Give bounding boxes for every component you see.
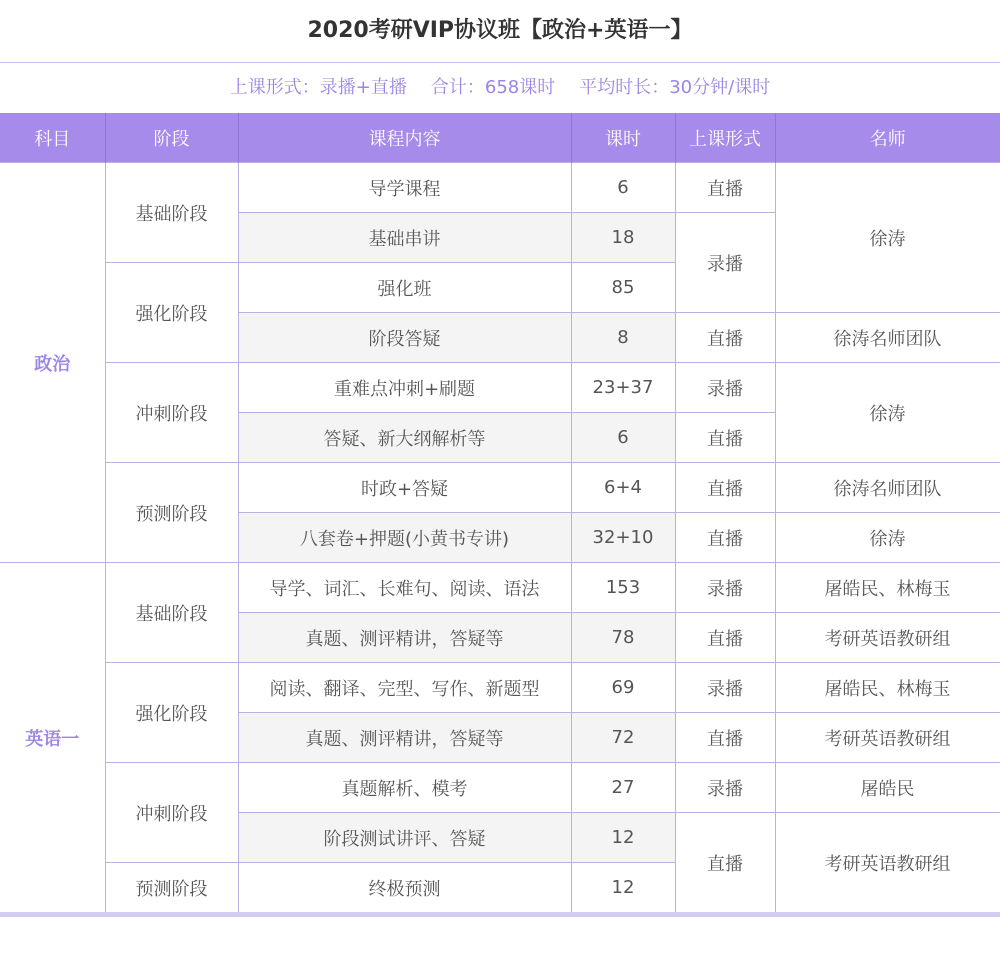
content-cell: 基础串讲 bbox=[238, 213, 571, 263]
hours-cell: 85 bbox=[571, 263, 675, 313]
stage-cell: 冲刺阶段 bbox=[105, 363, 238, 463]
content-cell: 真题、测评精讲，答疑等 bbox=[238, 613, 571, 663]
bottom-border bbox=[0, 912, 1000, 917]
header-content: 课程内容 bbox=[238, 113, 571, 163]
content-cell: 阅读、翻译、完型、写作、新题型 bbox=[238, 663, 571, 713]
hours-cell: 6 bbox=[571, 163, 675, 213]
mode-cell: 直播 bbox=[675, 163, 775, 213]
mode-cell: 直播 bbox=[675, 463, 775, 513]
mode-cell: 直播 bbox=[675, 313, 775, 363]
header-teacher: 名师 bbox=[775, 113, 1000, 163]
course-summary bbox=[0, 64, 1000, 112]
table-row bbox=[0, 563, 1000, 613]
table-row bbox=[0, 363, 1000, 413]
table-row bbox=[0, 163, 1000, 213]
teacher-cell: 考研英语教研组 bbox=[775, 813, 1000, 913]
subject-cell: 英语一 bbox=[0, 563, 105, 913]
mode-cell: 录播 bbox=[675, 563, 775, 613]
mode-cell: 直播 bbox=[675, 513, 775, 563]
teacher-cell: 徐涛名师团队 bbox=[775, 313, 1000, 363]
hours-cell: 32+10 bbox=[571, 513, 675, 563]
mode-cell: 直播 bbox=[675, 813, 775, 913]
header-stage: 阶段 bbox=[105, 113, 238, 163]
mode-cell: 直播 bbox=[675, 613, 775, 663]
stage-cell: 强化阶段 bbox=[105, 663, 238, 763]
hours-cell: 72 bbox=[571, 713, 675, 763]
mode-cell: 录播 bbox=[675, 763, 775, 813]
teacher-cell: 屠皓民、林梅玉 bbox=[775, 563, 1000, 613]
mode-cell: 录播 bbox=[675, 663, 775, 713]
header-hours: 课时 bbox=[571, 113, 675, 163]
teacher-cell: 考研英语教研组 bbox=[775, 613, 1000, 663]
content-cell: 导学课程 bbox=[238, 163, 571, 213]
summary-avg: 平均时长：30分钟/课时 bbox=[579, 77, 771, 98]
teacher-cell: 徐涛 bbox=[775, 163, 1000, 313]
content-cell: 强化班 bbox=[238, 263, 571, 313]
stage-cell: 强化阶段 bbox=[105, 263, 238, 363]
hours-cell: 23+37 bbox=[571, 363, 675, 413]
content-cell: 八套卷+押题(小黄书专讲) bbox=[238, 513, 571, 563]
teacher-cell: 徐涛名师团队 bbox=[775, 463, 1000, 513]
hours-cell: 69 bbox=[571, 663, 675, 713]
mode-cell: 录播 bbox=[675, 363, 775, 413]
table-row bbox=[0, 763, 1000, 813]
teacher-cell: 徐涛 bbox=[775, 363, 1000, 463]
hours-cell: 12 bbox=[571, 863, 675, 913]
stage-cell: 冲刺阶段 bbox=[105, 763, 238, 863]
hours-cell: 6+4 bbox=[571, 463, 675, 513]
header-mode: 上课形式 bbox=[675, 113, 775, 163]
content-cell: 阶段答疑 bbox=[238, 313, 571, 363]
content-cell: 真题、测评精讲，答疑等 bbox=[238, 713, 571, 763]
page-title: 2020考研VIP协议班【政治+英语一】 bbox=[307, 18, 693, 43]
teacher-cell: 屠皓民 bbox=[775, 763, 1000, 813]
table-row bbox=[0, 663, 1000, 713]
mode-cell: 直播 bbox=[675, 413, 775, 463]
hours-cell: 27 bbox=[571, 763, 675, 813]
course-table bbox=[0, 113, 1000, 913]
divider bbox=[0, 62, 1000, 63]
content-cell: 重难点冲刺+刷题 bbox=[238, 363, 571, 413]
content-cell: 答疑、新大纲解析等 bbox=[238, 413, 571, 463]
teacher-cell: 考研英语教研组 bbox=[775, 713, 1000, 763]
content-cell: 时政+答疑 bbox=[238, 463, 571, 513]
content-cell: 真题解析、模考 bbox=[238, 763, 571, 813]
summary-total: 合计：658课时 bbox=[430, 77, 556, 98]
hours-cell: 6 bbox=[571, 413, 675, 463]
teacher-cell: 徐涛 bbox=[775, 513, 1000, 563]
hours-cell: 12 bbox=[571, 813, 675, 863]
subject-cell: 政治 bbox=[0, 163, 105, 563]
content-cell: 导学、词汇、长难句、阅读、语法 bbox=[238, 563, 571, 613]
hours-cell: 78 bbox=[571, 613, 675, 663]
header-subject: 科目 bbox=[0, 113, 105, 163]
hours-cell: 8 bbox=[571, 313, 675, 363]
content-cell: 阶段测试讲评、答疑 bbox=[238, 813, 571, 863]
stage-cell: 预测阶段 bbox=[105, 863, 238, 913]
table-header-row bbox=[0, 113, 1000, 163]
mode-cell: 直播 bbox=[675, 713, 775, 763]
table-row bbox=[0, 463, 1000, 513]
summary-mode: 上课形式：录播+直播 bbox=[229, 77, 407, 98]
stage-cell: 基础阶段 bbox=[105, 563, 238, 663]
stage-cell: 预测阶段 bbox=[105, 463, 238, 563]
content-cell: 终极预测 bbox=[238, 863, 571, 913]
teacher-cell: 屠皓民、林梅玉 bbox=[775, 663, 1000, 713]
hours-cell: 18 bbox=[571, 213, 675, 263]
stage-cell: 基础阶段 bbox=[105, 163, 238, 263]
hours-cell: 153 bbox=[571, 563, 675, 613]
mode-cell: 录播 bbox=[675, 213, 775, 313]
